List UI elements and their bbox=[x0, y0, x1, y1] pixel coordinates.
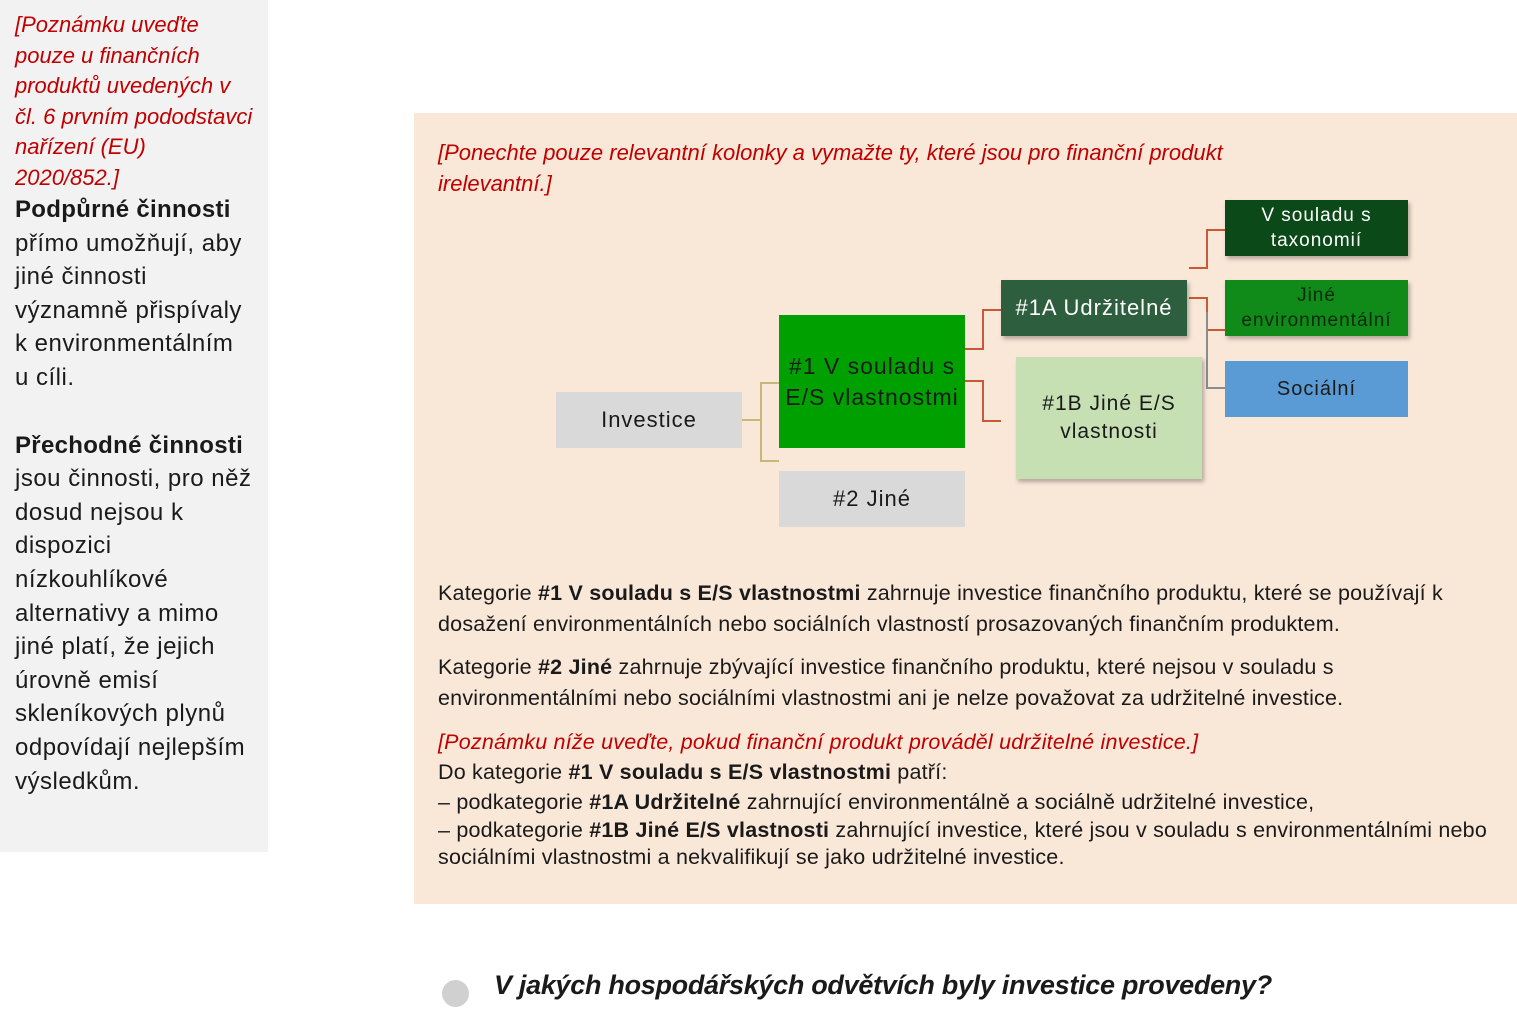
category-2-description: Kategorie #2 Jiné zahrnuje zbývající investice finančního produktu, které nejsou v souladu s environmentálními nebo sociálními vlastnostmi ani je nelze považovat za udržitelné investice. bbox=[438, 655, 1344, 710]
transitional-activities-title: Přechodné činnosti bbox=[15, 431, 244, 459]
enabling-activities-text bbox=[15, 193, 254, 395]
panel-note: [Ponechte pouze relevantní kolonky a vymažte ty, které jsou pro finanční produkt irelevantní.] bbox=[438, 140, 1223, 196]
transitional-activities-text bbox=[15, 429, 254, 799]
node-2-other-label: #2 Jiné bbox=[833, 486, 911, 511]
node-investice-label: Investice bbox=[601, 407, 697, 432]
enabling-activities-title: Podpůrné činnosti bbox=[15, 196, 231, 223]
question-bullet-icon bbox=[442, 980, 469, 1007]
node-1b-label: #1B Jiné E/S vlastnosti bbox=[1042, 392, 1176, 443]
sector-question-heading: V jakých hospodářských odvětvích byly investice provedeny? bbox=[494, 970, 1272, 1000]
transitional-activities-description: jsou činnosti, pro něž dosud nejsou k dispozici nízkouhlíkové alternativy a mimo jiné platí, že jejich úrovně emisí skleníkových plynů odpovídají nejlepším výsledkům. bbox=[15, 465, 252, 795]
subcategory-description bbox=[438, 727, 1498, 871]
node-2-other bbox=[779, 471, 965, 527]
node-1b-other-es bbox=[1016, 357, 1202, 479]
subcategory-intro: Do kategorie #1 V souladu s E/S vlastnostmi patří: bbox=[438, 760, 948, 784]
subcategory-note: [Poznámku níže uveďte, pokud finanční produkt prováděl udržitelné investice.] bbox=[438, 730, 1199, 754]
sidebar-note: [Poznámku uveďte pouze u finančních produktů uvedených v čl. 6 prvním pododstavci nařízení (EU) 2020/852.] bbox=[15, 12, 253, 190]
sidebar-info-panel bbox=[0, 0, 268, 852]
node-1-es-label: #1 V souladu s E/S vlastnostmi bbox=[785, 352, 959, 410]
node-social bbox=[1225, 361, 1408, 417]
category-2-name: #2 Jiné bbox=[538, 655, 613, 679]
category-1-description: Kategorie #1 V souladu s E/S vlastnostmi zahrnuje investice finančního produktu, které se používají k dosažení environmentálních nebo sociálních vlastností prosazovaných finančním produktem. bbox=[438, 581, 1443, 636]
node-other-environmental bbox=[1225, 280, 1408, 336]
node-taxonomy-label: V souladu s taxonomií bbox=[1261, 205, 1372, 251]
node-1a-sustainable bbox=[1001, 280, 1187, 336]
subcategory-1b: – podkategorie #1B Jiné E/S vlastnosti zahrnující investice, které jsou v souladu s environmentálními nebo sociálními vlastnostmi a nekvalifikují se jako udržitelné investice. bbox=[438, 818, 1487, 869]
category-1-name: #1 V souladu s E/S vlastnostmi bbox=[538, 581, 861, 605]
node-social-label: Sociální bbox=[1276, 377, 1357, 400]
node-1a-label: #1A Udržitelné bbox=[1015, 295, 1173, 320]
node-investice bbox=[556, 392, 742, 448]
node-other-env-label: Jiné environmentální bbox=[1241, 285, 1392, 331]
enabling-activities-description: přímo umožňují, aby jiné činnosti významně přispívaly k environmentálním u cíli. bbox=[15, 229, 242, 391]
subcategory-1a: – podkategorie #1A Udržitelné zahrnující environmentálně a sociálně udržitelné investice, bbox=[438, 790, 1315, 814]
node-taxonomy-aligned bbox=[1225, 200, 1408, 256]
node-1-es bbox=[779, 315, 965, 448]
